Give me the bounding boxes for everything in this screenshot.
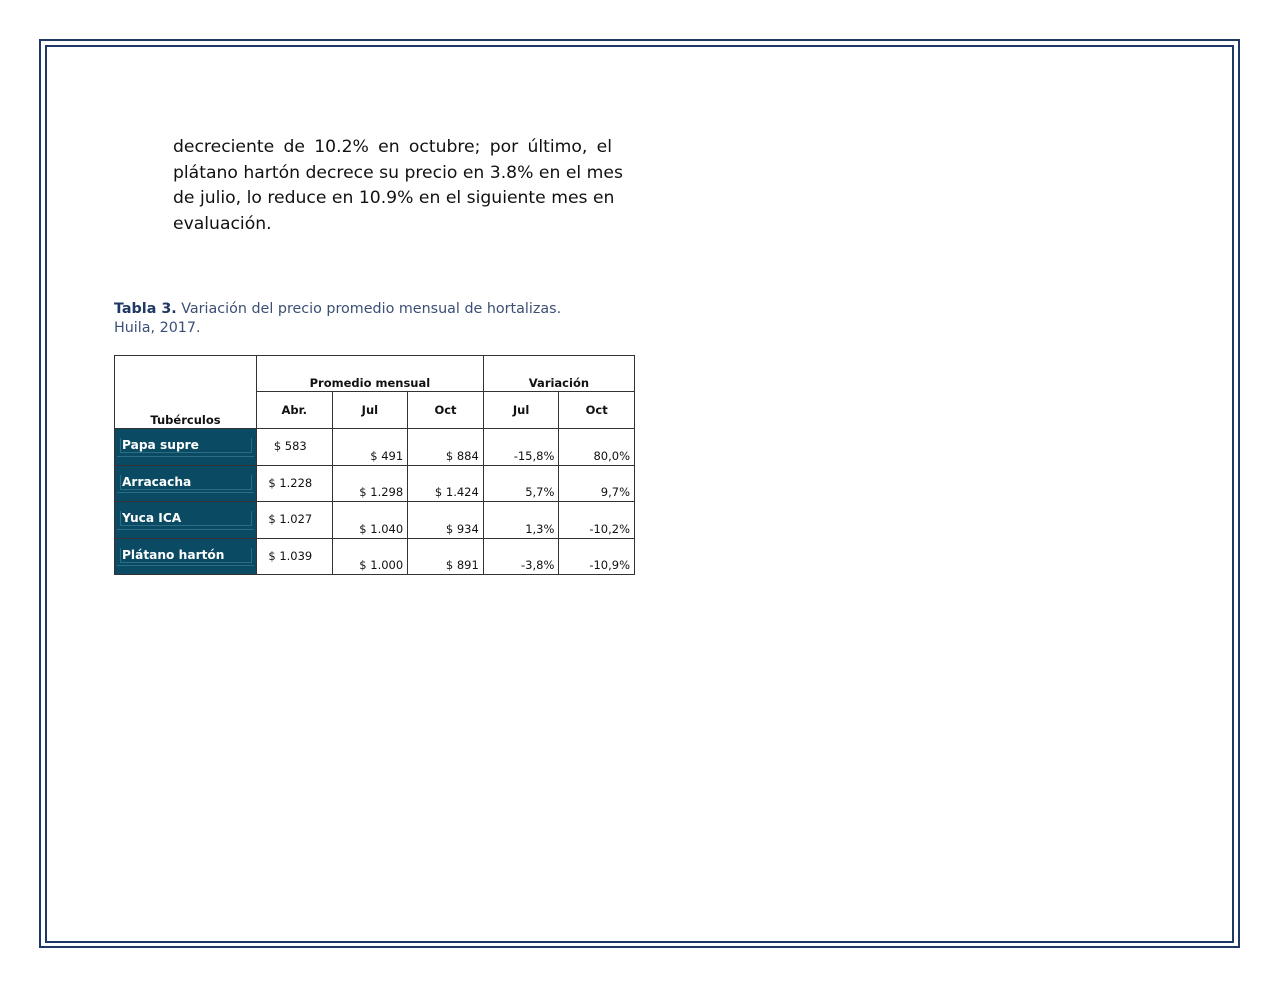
cell-jul: $ 491	[332, 429, 408, 466]
header-oct: Oct	[408, 392, 484, 429]
price-variation-table	[114, 355, 635, 575]
header-var-oct: Oct	[559, 392, 635, 429]
body-line: plátano hartón decrece su precio en 3.8% en el mes	[173, 162, 623, 183]
header-jul: Jul	[332, 392, 408, 429]
cell-oct: $ 891	[408, 538, 484, 575]
cell-oct: $ 884	[408, 429, 484, 466]
cell-var-jul: 5,7%	[483, 465, 559, 502]
row-label: Yuca ICA	[120, 511, 252, 526]
body-line: de julio, lo reduce en 10.9% en el siguiente mes en	[173, 188, 615, 209]
row-label-cell	[115, 538, 257, 575]
table-caption	[114, 300, 634, 338]
body-paragraph	[173, 135, 623, 238]
row-label: Papa supre	[120, 438, 252, 453]
header-abr: Abr.	[257, 392, 333, 429]
cell-oct: $ 934	[408, 502, 484, 539]
cell-jul: $ 1.000	[332, 538, 408, 575]
cell-var-jul: 1,3%	[483, 502, 559, 539]
cell-var-jul: -15,8%	[483, 429, 559, 466]
header-promedio-mensual: Promedio mensual	[257, 356, 484, 392]
cell-var-oct: -10,9%	[559, 538, 635, 575]
cell-abr: $ 583	[257, 429, 333, 466]
body-line: evaluación.	[173, 214, 272, 235]
table-row	[115, 538, 635, 575]
header-tuberculos: Tubérculos	[115, 356, 257, 429]
cell-jul: $ 1.040	[332, 502, 408, 539]
row-label-cell	[115, 502, 257, 539]
caption-title: Variación del precio promedio mensual de hortalizas.	[176, 301, 562, 317]
header-var-jul: Jul	[483, 392, 559, 429]
row-label-cell	[115, 465, 257, 502]
cell-var-oct: 9,7%	[559, 465, 635, 502]
row-label: Arracacha	[120, 475, 252, 490]
table-row	[115, 502, 635, 539]
table-row	[115, 465, 635, 502]
cell-var-jul: -3,8%	[483, 538, 559, 575]
cell-abr: $ 1.027	[257, 502, 333, 539]
table-row	[115, 429, 635, 466]
row-label: Plátano hartón	[120, 548, 252, 563]
caption-place-year: Huila, 2017.	[114, 320, 201, 336]
row-label-cell	[115, 429, 257, 466]
cell-oct: $ 1.424	[408, 465, 484, 502]
cell-jul: $ 1.298	[332, 465, 408, 502]
cell-abr: $ 1.228	[257, 465, 333, 502]
header-variacion: Variación	[483, 356, 634, 392]
caption-label: Tabla 3.	[114, 301, 177, 317]
cell-var-oct: 80,0%	[559, 429, 635, 466]
cell-abr: $ 1.039	[257, 538, 333, 575]
cell-var-oct: -10,2%	[559, 502, 635, 539]
body-line: decreciente de 10.2% en octubre; por último, el	[173, 137, 612, 157]
